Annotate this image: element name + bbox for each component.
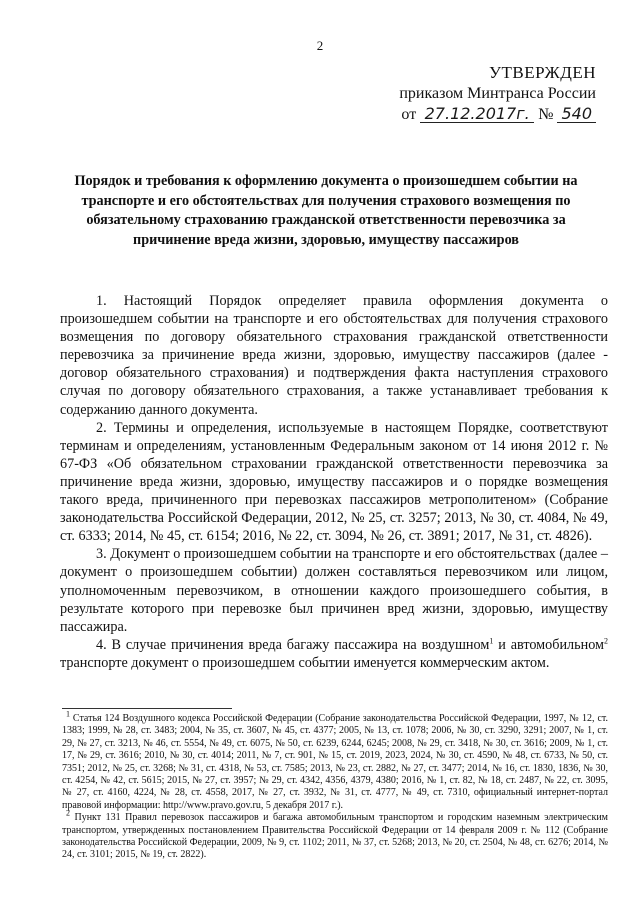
paragraph-4-part-a: 4. В случае причинения вреда багажу пассажира на воздушном <box>96 636 490 653</box>
handwritten-date: 27.12.2017г. <box>420 105 534 123</box>
approval-block <box>366 62 596 125</box>
document-title: Порядок и требования к оформлению документа о произошедшем событии на транспорте и его обстоятельствах для получения страхового возмещения по обязательному страхованию гражданской ответственности перевозчика за причинение вреда жизни, здоровью, имуществу пассажиров <box>74 173 578 248</box>
paragraph-4-part-b: и автомобильном <box>493 636 604 653</box>
approval-date-line <box>366 104 596 125</box>
footnote-1-mark: 1 <box>66 709 70 719</box>
handwritten-number: 540 <box>557 105 596 123</box>
footnote-ref-2: 2 <box>604 636 608 646</box>
footnote-1 <box>62 709 608 812</box>
approval-title: УТВЕРЖДЕН <box>489 63 596 82</box>
footnote-ref-1: 1 <box>489 636 494 646</box>
date-prefix: от <box>401 106 417 123</box>
document-body <box>60 292 608 672</box>
footnotes <box>62 709 608 862</box>
paragraph-3: 3. Документ о произошедшем событии на транспорте и его обстоятельствах (далее – документ о произошедшем событии) должен составляться перевозчиком или лицом, уполномоченным перевозчиком, в отношении каждого произошедшего события, в результате которого при перевозке был причинен вред жизни, здоровью, имуществу пассажира. <box>60 546 608 635</box>
paragraph-2: 2. Термины и определения, используемые в настоящем Порядке, соответствуют терминам и определениям, установленным Федеральным законом от 14 июня 2012 г. № 67-ФЗ «Об обязательном страховании гражданской ответственности перевозчика за причинение вреда жизни, здоровью, имуществу пассажиров и о порядке возмещения такого вреда, причиненного при перевозках пассажиров метрополитеном» (Собрание законодательства Российской Федерации, 2012, № 25, ст. 3257; 2013, № 30, ст. 4084, № 49, ст. 6333; 2014, № 45, ст. 6154; 2016, № 22, ст. 3094, № 26, ст. 3891; 2017, № 31, ст. 4826). <box>60 419 608 545</box>
footnote-divider <box>62 708 232 709</box>
page-number: 2 <box>316 38 324 53</box>
paragraph-1: 1. Настоящий Порядок определяет правила оформления документа о произошедшем событии на транспорте и его обстоятельствах для получения страхового возмещения по договору обязательного страхования гражданской ответственности перевозчика за причинение вреда жизни, здоровью, имуществу пассажиров (далее - договор обязательного страхования) и подтверждения факта наступления страхового случая по договору обязательного страхования, а также устанавливает требования к содержанию данного документа. <box>60 293 608 418</box>
footnote-2-mark: 2 <box>66 808 70 818</box>
paragraph-4 <box>60 636 608 672</box>
footnote-2 <box>62 808 608 862</box>
number-label: № <box>538 106 554 123</box>
footnote-1-text: Статья 124 Воздушного кодекса Российской Федерации (Собрание законодательства Российской Федерации, 1997, № 12, ст. 1383; 1999, № 28, ст. 3483; 2004, № 35, ст. 3607, № 45, ст. 4377; 2005, № 13, ст. 1078; 2006, № 30, ст. 3290, 3291; 2007, № 1, ст. 29, № 27, ст. 3213, № 46, ст. 5554, № 49, ст. 6075, № 50, ст. 6239, 6244, 6245; 2008, № 29, ст. 3418, № 30, ст. 3616; 2009, № 1, ст. 17, № 29, ст. 3616; 2010, № 30, ст. 4014; 2011, № 7, ст. 901, № 15, ст. 2019, 2023, 2024, № 30, ст. 4590, № 48, ст. 6733, № 50, ст. 7351; 2012, № 25, ст. 3268; № 31, ст. 4318, № 53, ст. 7585; 2013, № 23, ст. 2882, № 27, ст. 3477; 2014, № 16, ст. 1830, 1836, № 30, ст. 4254, № 42, ст. 5615; 2015, № 27, ст. 3957; № 29, ст. 4342, 4356, 4379, 4380; 2016, № 1, ст. 82, № 18, ст. 2487, № 22, ст. 3095, № 27, ст. 4160, 4224, № 28, ст. 4558, 2017, № 27, ст. 3932, № 31, ст. 4777, № 49, ст. 7310, официальный интернет-портал правовой информации: http://www.pravo.gov.ru, 5 декабря 2017 г.). <box>62 713 608 811</box>
approval-order-line: приказом Минтранса России <box>399 85 596 102</box>
footnote-2-text: Пункт 131 Правил перевозок пассажиров и багажа автомобильным транспортом и городским наземным электрическим транспортом, утвержденных постановлением Правительства Российской Федерации от 14 февраля 2009 г. № 112 (Собрание законодательства Российской Федерации, 2009, № 9, ст. 1102; 2011, № 37, ст. 5268; 2013, № 20, ст. 2504, № 48, ст. 6276; 2014, № 24, ст. 3101; 2015, № 19, ст. 2822). <box>62 812 608 861</box>
paragraph-4-part-c: транспорте документ о произошедшем событии именуется коммерческим актом. <box>60 654 550 671</box>
